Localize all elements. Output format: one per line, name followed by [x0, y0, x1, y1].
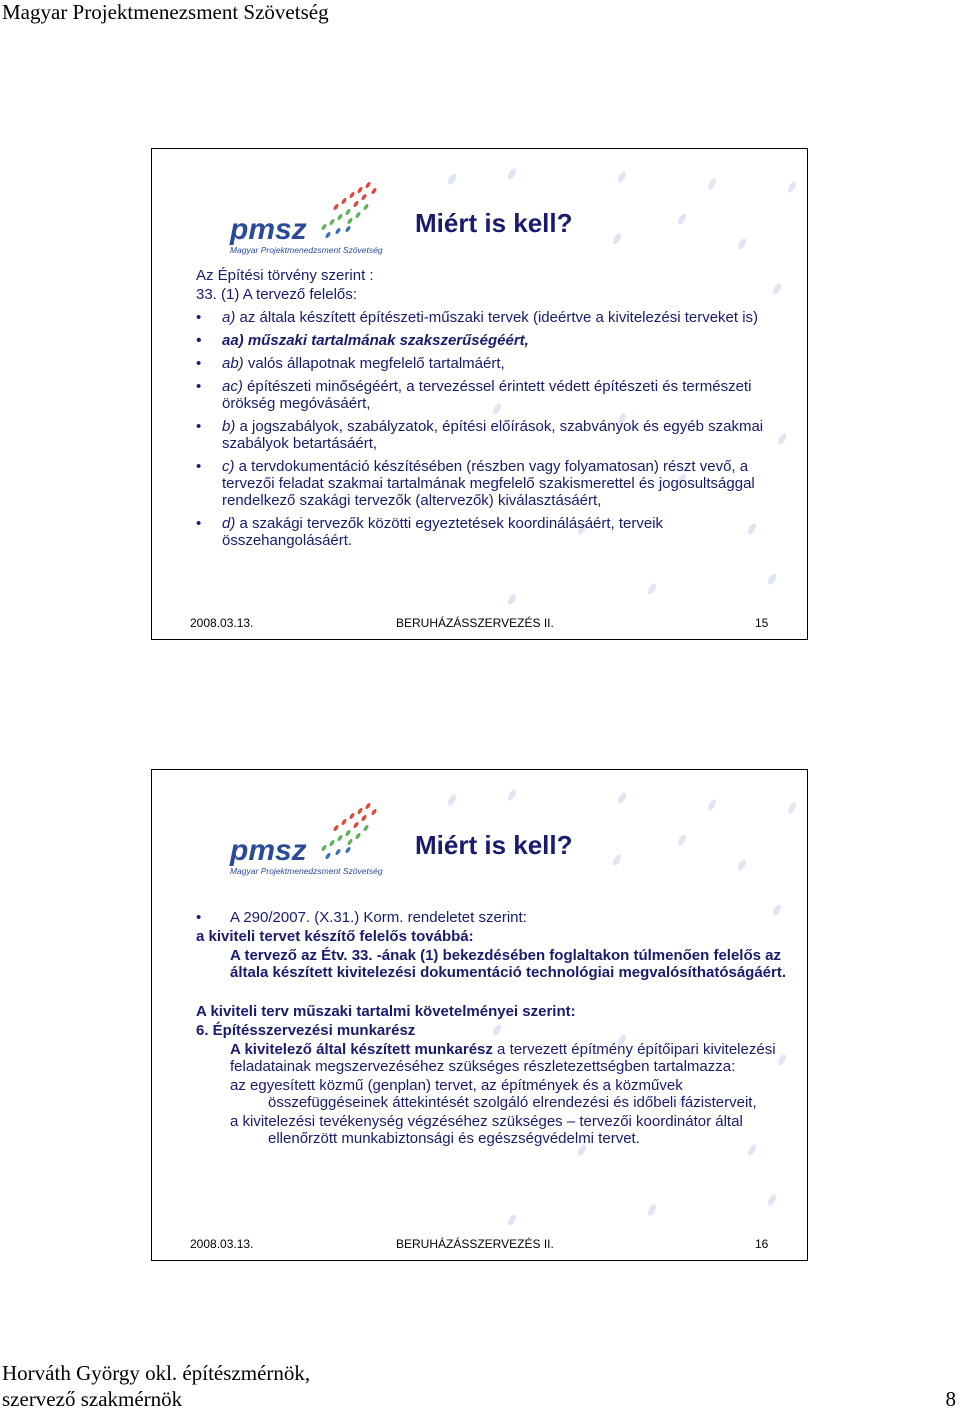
svg-text:pmsz: pmsz	[230, 213, 307, 246]
logo-sparks-icon	[321, 802, 378, 860]
slide-footer-title: BERUHÁZÁSSZERVEZÉS II.	[396, 616, 554, 630]
slide-content	[196, 909, 796, 1147]
slide-16	[151, 769, 808, 1261]
list-item: • a) az általa készített építészeti-műszaki tervek (ideértve a kivitelezési terveket is)	[196, 309, 796, 326]
intro-line: 33. (1) A tervező felelős:	[196, 286, 357, 303]
list-item: • ab) valós állapotnak megfelelő tartalmáért,	[196, 355, 796, 372]
slide-content	[196, 267, 796, 549]
page-number: 8	[945, 1387, 956, 1411]
slide-footer-date: 2008.03.13.	[190, 616, 254, 630]
text-line: A tervező az Étv. 33. -ának (1) bekezdésében foglaltakon túlmenően felelős az általa készített kivitelezési dokumentáció technológiai megvalósíthatóságáért.	[230, 947, 787, 981]
text-line: 6. Építésszervezési munkarész	[196, 1022, 416, 1039]
list-item: • ac) építészeti minőségéért, a tervezéssel érintett védett építészeti és természeti örökség megóvásáért,	[196, 378, 796, 412]
pmsz-logo	[228, 798, 413, 878]
page-header: Magyar Projektmenezsment Szövetség	[2, 0, 329, 24]
author-title-line: szervező szakmérnök	[2, 1387, 183, 1411]
slide-footer-date: 2008.03.13.	[190, 1237, 254, 1251]
slide-footer-number: 15	[755, 616, 769, 630]
list-item: • aa) műszaki tartalmának szakszerűségéért,	[196, 332, 796, 349]
list-item: • d) a szakági tervezők közötti egyeztetések koordinálásáért, terveik összehangolásáért.	[196, 515, 796, 549]
svg-text:pmsz: pmsz	[230, 834, 307, 867]
slide-footer-number: 16	[755, 1237, 769, 1251]
text-line: az egyesített közmű (genplan) tervet, az építmények és a közművek összefüggéseinek áttekintését szolgáló elrendezési és időbeli fázisterveit,	[230, 1077, 757, 1111]
pmsz-logo	[228, 177, 413, 257]
slide-footer-title: BERUHÁZÁSSZERVEZÉS II.	[396, 1237, 554, 1251]
list-item: • b) a jogszabályok, szabályzatok, építési előírások, szabványok és egyéb szakmai szabályok betartásáért,	[196, 418, 796, 452]
list-item: • A 290/2007. (X.31.) Korm. rendeletet szerint:	[196, 909, 796, 926]
svg-text:Magyar Projektmenedzsment Szöv: Magyar Projektmenedzsment Szövetség	[230, 866, 383, 876]
slide-15	[151, 148, 808, 640]
text-line: a kivitelezési tevékenység végzéséhez szükséges – tervezői koordinátor által ellenőrzött munkabiztonsági és egészségvédelmi tervet.	[230, 1113, 743, 1147]
text-line: a kiviteli tervet készítő felelős továbbá:	[196, 928, 474, 945]
author-line: Horváth György okl. építészmérnök,	[2, 1361, 311, 1385]
slide-title: Miért is kell?	[415, 830, 573, 860]
slide-title: Miért is kell?	[415, 208, 573, 238]
list-item: • c) a tervdokumentáció készítésében (részben vagy folyamatosan) részt vevő, a tervezői feladat szakmai tartalmának megfelelő szakismerettel és jogosultsággal rendelkező szakági tervezők (altervezők) kiválasztásáért,	[196, 458, 796, 509]
svg-text:Magyar Projektmenedzsment Szöv: Magyar Projektmenedzsment Szövetség	[230, 245, 383, 255]
page-footer	[2, 1360, 956, 1412]
logo-sparks-icon	[321, 181, 378, 239]
text-line: A kiviteli terv műszaki tartalmi követelményei szerint:	[196, 1003, 576, 1020]
text-line: A kivitelező által készített munkarész a tervezett építmény építőipari kivitelezési feladatainak megszervezéséhez szükséges részletezettségben tartalmazza:	[230, 1041, 776, 1075]
intro-line: Az Építési törvény szerint :	[196, 267, 374, 284]
